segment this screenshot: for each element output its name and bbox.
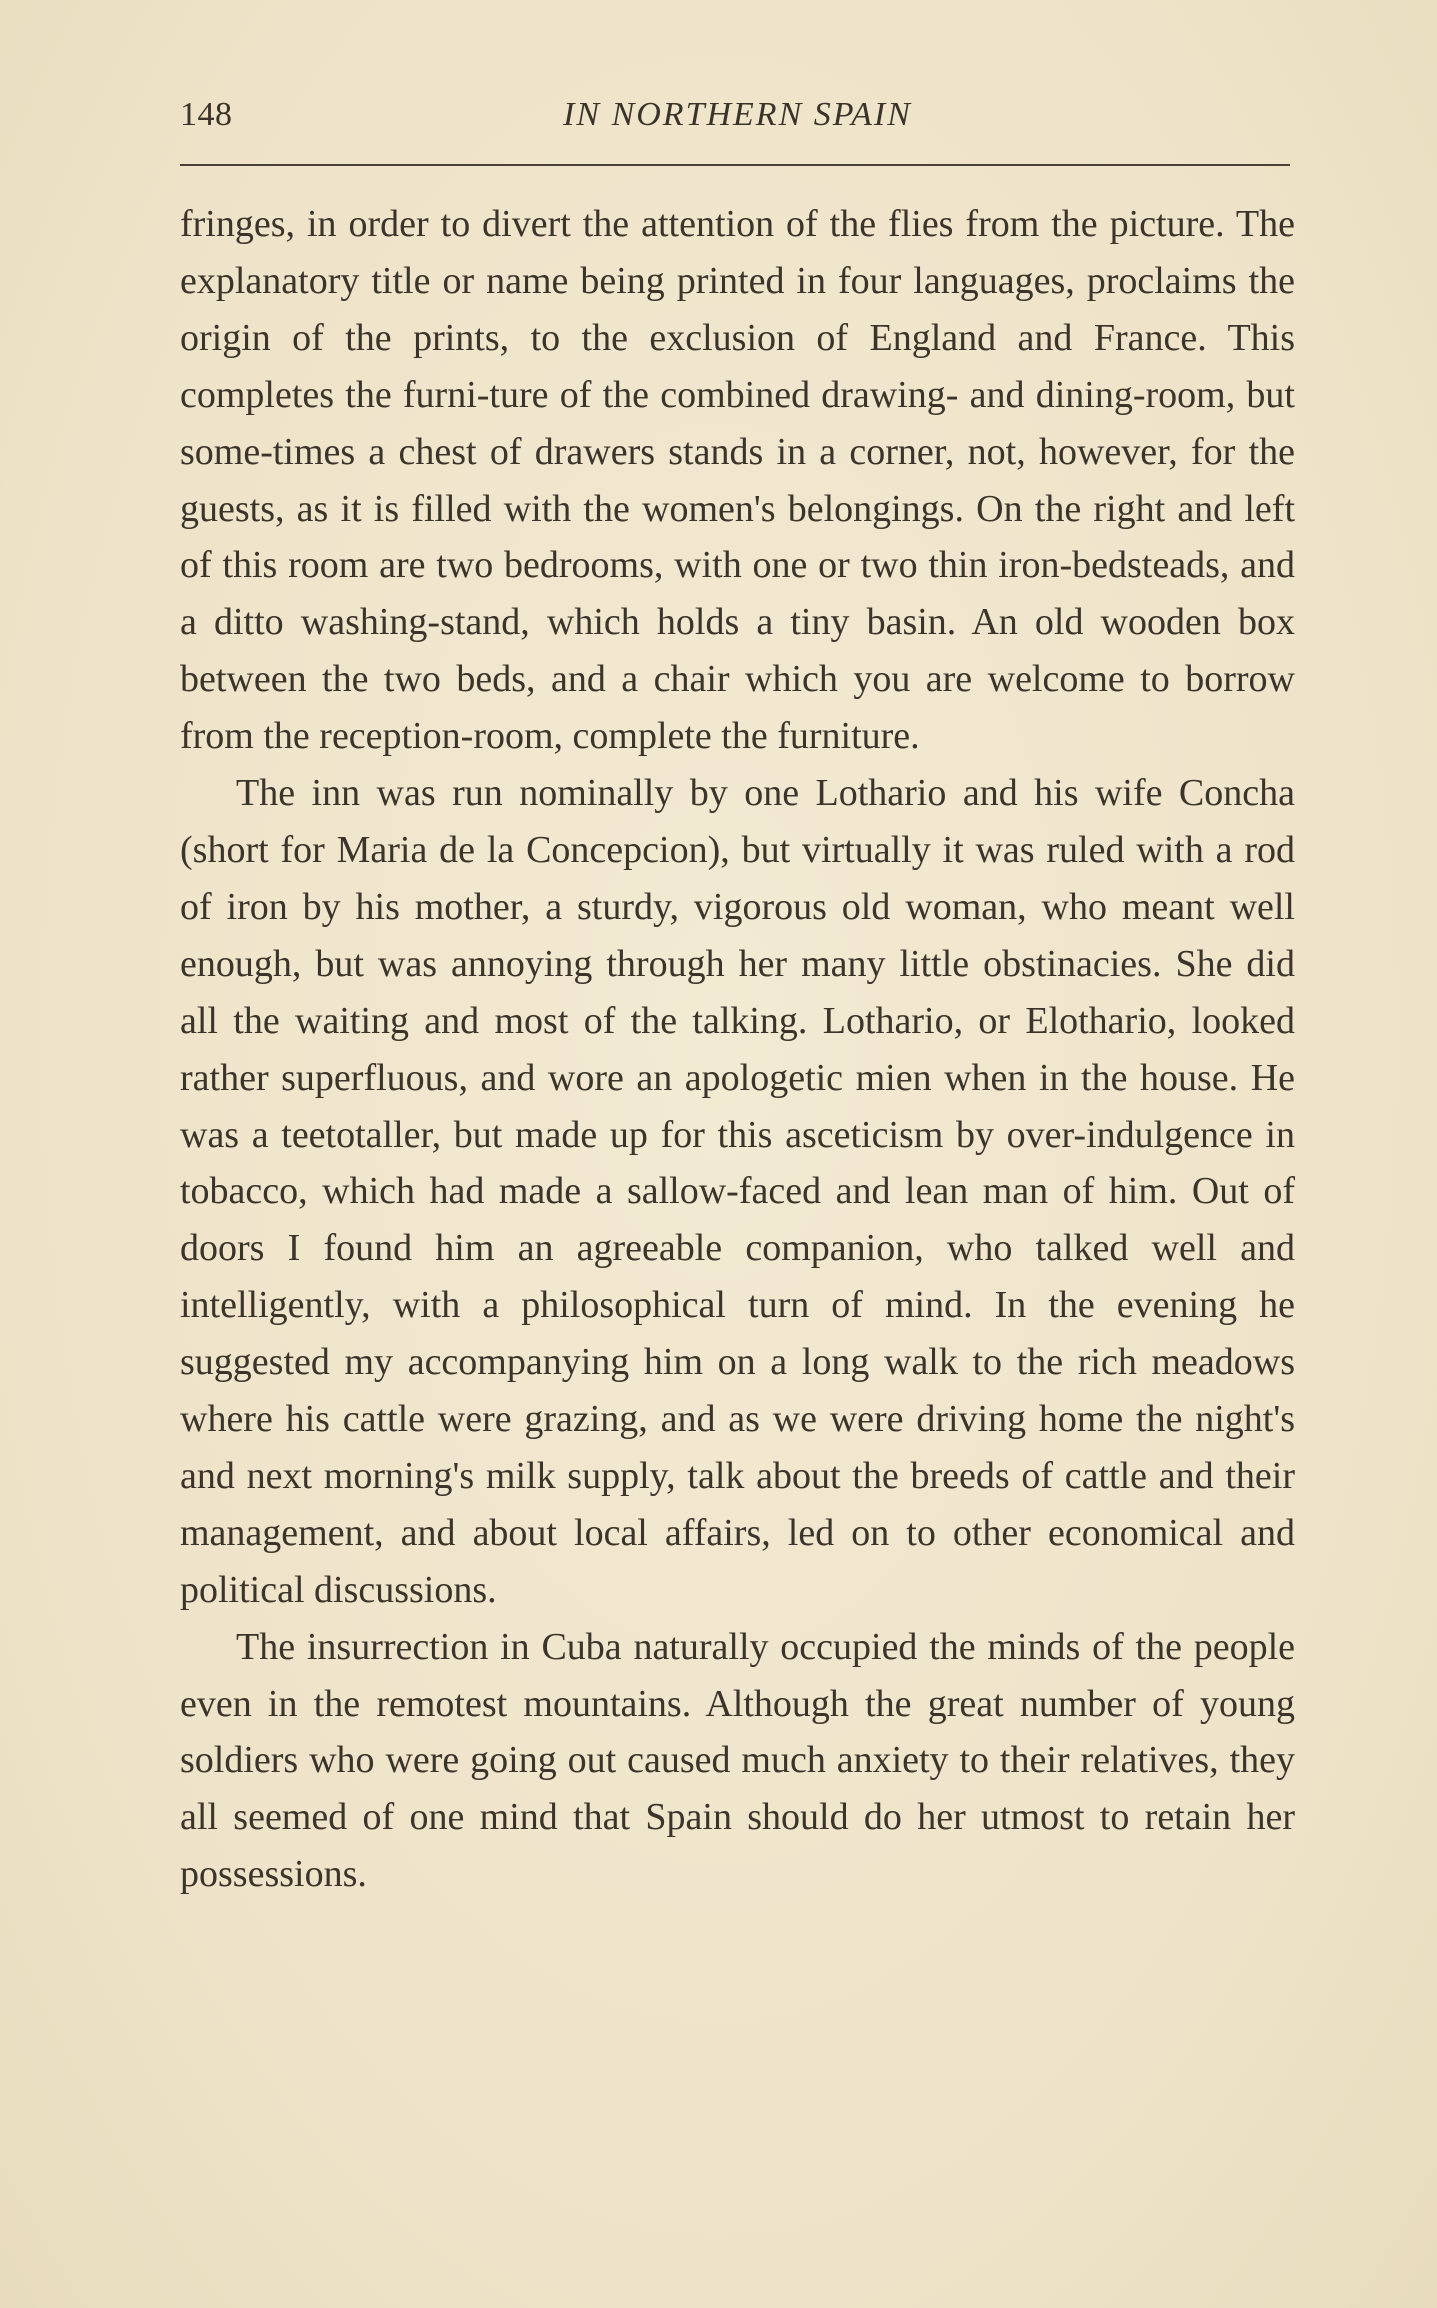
running-head: IN NORTHERN SPAIN: [563, 96, 912, 133]
paragraph-3: The insurrection in Cuba naturally occupied the minds of the people even in the remotest mountains. Although the great number of young soldiers who were going out caused much anxiety to their relatives, they all seemed of one mind that Spain should do her utmost to retain her possessions.: [180, 1625, 1295, 1896]
page-header: [180, 96, 1295, 144]
page-number: 148: [180, 96, 233, 133]
paragraph-1: fringes, in order to divert the attention of the flies from the picture. The explanatory title or name being printed in four languages, proclaims the origin of the prints, to the exclusion of England and France. This completes the furni-ture of the combined drawing- and dining-room, but some-times a chest of drawers stands in a corner, not, however, for the guests, as it is filled with the women's belongings. On the right and left of this room are two bedrooms, with one or two thin iron-bedsteads, and a ditto washing-stand, which holds a tiny basin. An old wooden box between the two beds, and a chair which you are welcome to borrow from the reception-room, complete the furniture.: [180, 203, 1295, 758]
paragraph-2: The inn was run nominally by one Lothario and his wife Concha (short for Maria de la Concepcion), but virtually it was ruled with a rod of iron by his mother, a sturdy, vigorous old woman, who meant well enough, but was annoying through her many little obstinacies. She did all the waiting and most of the talking. Lothario, or Elothario, looked rather superfluous, and wore an apologetic mien when in the house. He was a teetotaller, but made up for this asceticism by over-indulgence in tobacco, which had made a sallow-faced and lean man of him. Out of doors I found him an agreeable companion, who talked well and intelligently, with a philosophical turn of mind. In the evening he suggested my accompanying him on a long walk to the rich meadows where his cattle were grazing, and as we were driving home the night's and next morning's milk supply, talk about the breeds of cattle and their management, and about local affairs, led on to other economical and political discussions.: [180, 772, 1295, 1611]
body-text: [180, 196, 1295, 1903]
header-rule: [180, 164, 1290, 166]
